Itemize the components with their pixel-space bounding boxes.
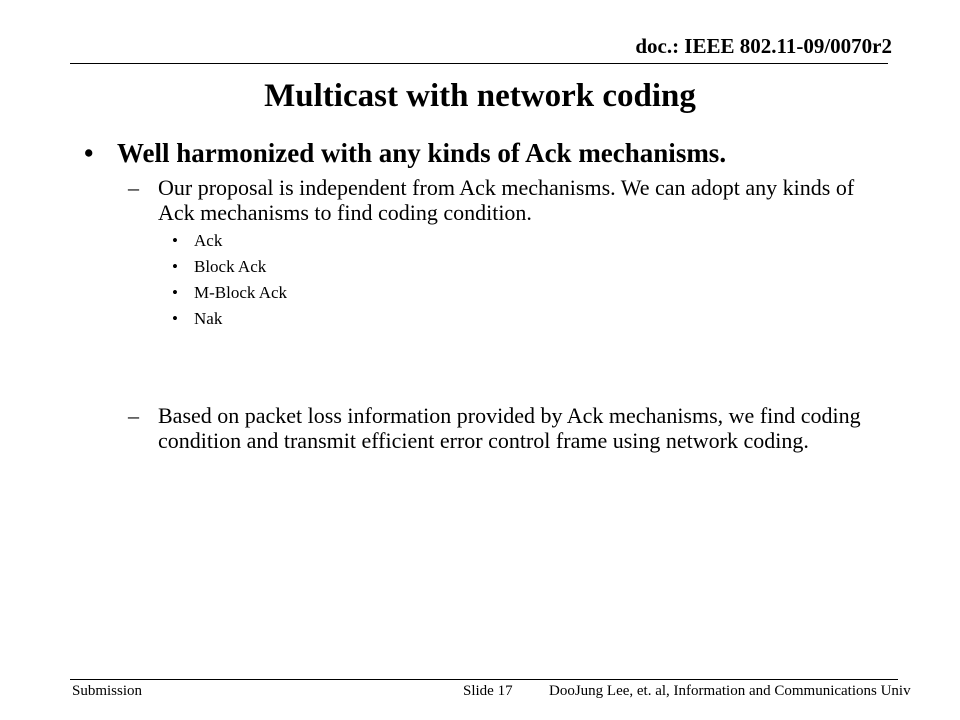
slide-title: Multicast with network coding [264, 78, 696, 114]
list-item-label: Block Ack [194, 257, 267, 276]
list-item-label: Ack [194, 231, 223, 250]
sub-bullet-text: Our proposal is independent from Ack mechanisms. We can adopt any kinds of Ack mechanisms to find coding condition. [158, 175, 855, 225]
document-id: doc.: IEEE 802.11-09/0070r2 [635, 34, 892, 58]
dash-icon: – [128, 175, 139, 200]
sub-bullet-packet-loss [128, 403, 878, 453]
main-bullet-text: Well harmonized with any kinds of Ack mechanisms. [117, 138, 727, 168]
dash-icon: – [128, 403, 139, 428]
footer-divider [70, 679, 898, 680]
list-item-label: M-Block Ack [194, 283, 288, 302]
header-divider [70, 63, 888, 64]
footer-submission: Submission [72, 683, 143, 699]
bullet-icon: • [84, 138, 94, 168]
list-item-label: Nak [194, 309, 223, 328]
sub-bullet-independent [128, 175, 878, 225]
footer-slide-number: Slide 17 [463, 683, 513, 699]
bullet-icon: • [172, 309, 178, 328]
sub-bullet-text: Based on packet loss information provided by Ack mechanisms, we find coding condition and transmit efficient error control frame using network coding. [158, 403, 861, 453]
bullet-icon: • [172, 283, 178, 302]
footer-author: DooJung Lee, et. al, Information and Communications Univ [549, 683, 911, 699]
bullet-icon: • [172, 231, 178, 250]
bullet-icon: • [172, 257, 178, 276]
